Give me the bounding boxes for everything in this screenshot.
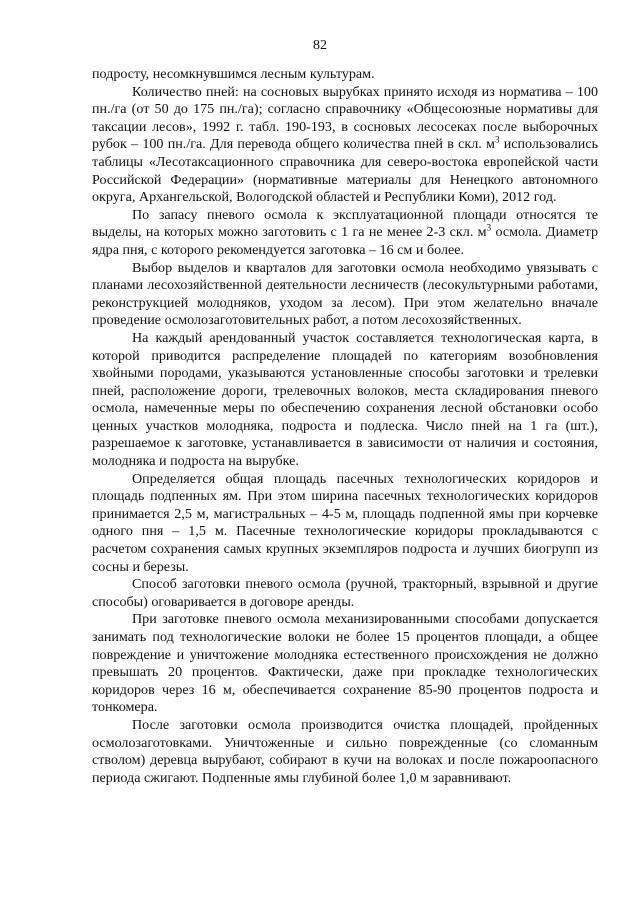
paragraph <box>92 66 598 84</box>
page-number: 82 <box>313 38 327 53</box>
paragraph-text: При заготовке пневого осмола механизированными способами допускается занимать под технологические волоки не более 15 процентов площади, а общее повреждение и уничтожение молодняка естественного происхождения не должно превышать 20 процентов. Фактически, даже при прокладке технологических коридоров через 16 м, обеспечивается сохранение 85-90 процентов подроста и тонкомера. <box>92 611 598 716</box>
paragraph <box>92 471 598 577</box>
paragraph <box>92 576 598 611</box>
superscript: 3 <box>486 222 492 233</box>
paragraph-text: По запасу пневого осмола к эксплуатационной площади относятся те выделы, на которых можно заготовить с 1 га не менее 2-3 скл. м <box>92 206 598 241</box>
paragraph <box>92 84 598 207</box>
paragraph-text: Количество пней: на сосновых вырубках принято исходя из норматива – 100 пн./га (от 50 до 175 пн./га); согласно справочнику «Общесоюзные нормативы для таксации лесов», 1992 г. табл. 190-193, в сосновых лесосеках после выборочных рубок – 100 пн./га. Для перевода общего количества пней в скл. м <box>92 83 598 153</box>
paragraph <box>92 330 598 471</box>
paragraph-text: подросту, несомкнувшимся лесным культурам. <box>92 66 375 82</box>
paragraph-text: Способ заготовки пневого осмола (ручной, тракторный, взрывной и другие способы) оговаривается в договоре аренды. <box>92 576 598 610</box>
paragraph-text: Определяется общая площадь пасечных технологических коридоров и площадь подпенных ям. При этом ширина пасечных технологических коридоров принимается 2,5 м, магистральных – 4-5 м, площадь подпенной ямы при корчевке одного пня – 1,5 м. Пасечные технологические коридоры прокладываются с расчетом сохранения самых крупных экземпляров подроста и лучших биогрупп из сосны и березы. <box>92 470 598 575</box>
body-text <box>92 66 598 787</box>
paragraph-text: На каждый арендованный участок составляется технологическая карта, в которой приводится распределение площадей по категориям возобновления хвойными породами, указываются установленные способы заготовки и трелевки пней, расположение дороги, трелевочных волоков, места складирования пневого осмола, намеченные меры по обеспечению сохранения лесной обстановки особо ценных участков молодняка, подроста и подлеска. Число пней на 1 га (шт.), разрешаемое к заготовке, устанавливается в зависимости от наличия и состояния, молодняка и подроста на вырубке. <box>92 329 598 470</box>
paragraph-text: После заготовки осмола производится очистка площадей, пройденных осмолозаготовками. Уничтоженные и сильно поврежденные (со сломанным стволом) деревца вырубают, собирают в кучи на волоках и после пожароопасного периода сжигают. Подпенные ямы глубиной более 1,0 м заравнивают. <box>92 716 598 786</box>
superscript: 3 <box>494 134 500 145</box>
paragraph <box>92 717 598 787</box>
paragraph-text: использовались таблицы «Лесотаксационного справочника для северо-востока европейской части Российской Федерации» (нормативные материалы для Ненецкого автономного округа, Архангельской, Вологодской областей и Республики Коми), 2012 год. <box>92 136 598 206</box>
paragraph-text: Выбор выделов и кварталов для заготовки осмола необходимо увязывать с планами лесохозяйственной деятельности лесничеств (лесокультурными работами, реконструкцией молодняков, уходом за лесом). При этом желательно вначале проведение осмолозаготовительных работ, а потом лесохозяйственных. <box>92 259 598 329</box>
paragraph <box>92 207 598 260</box>
paragraph <box>92 611 598 717</box>
paragraph <box>92 260 598 330</box>
paragraph-text: осмола. Диаметр ядра пня, с которого рекомендуется заготовка – 16 см и более. <box>92 224 598 258</box>
